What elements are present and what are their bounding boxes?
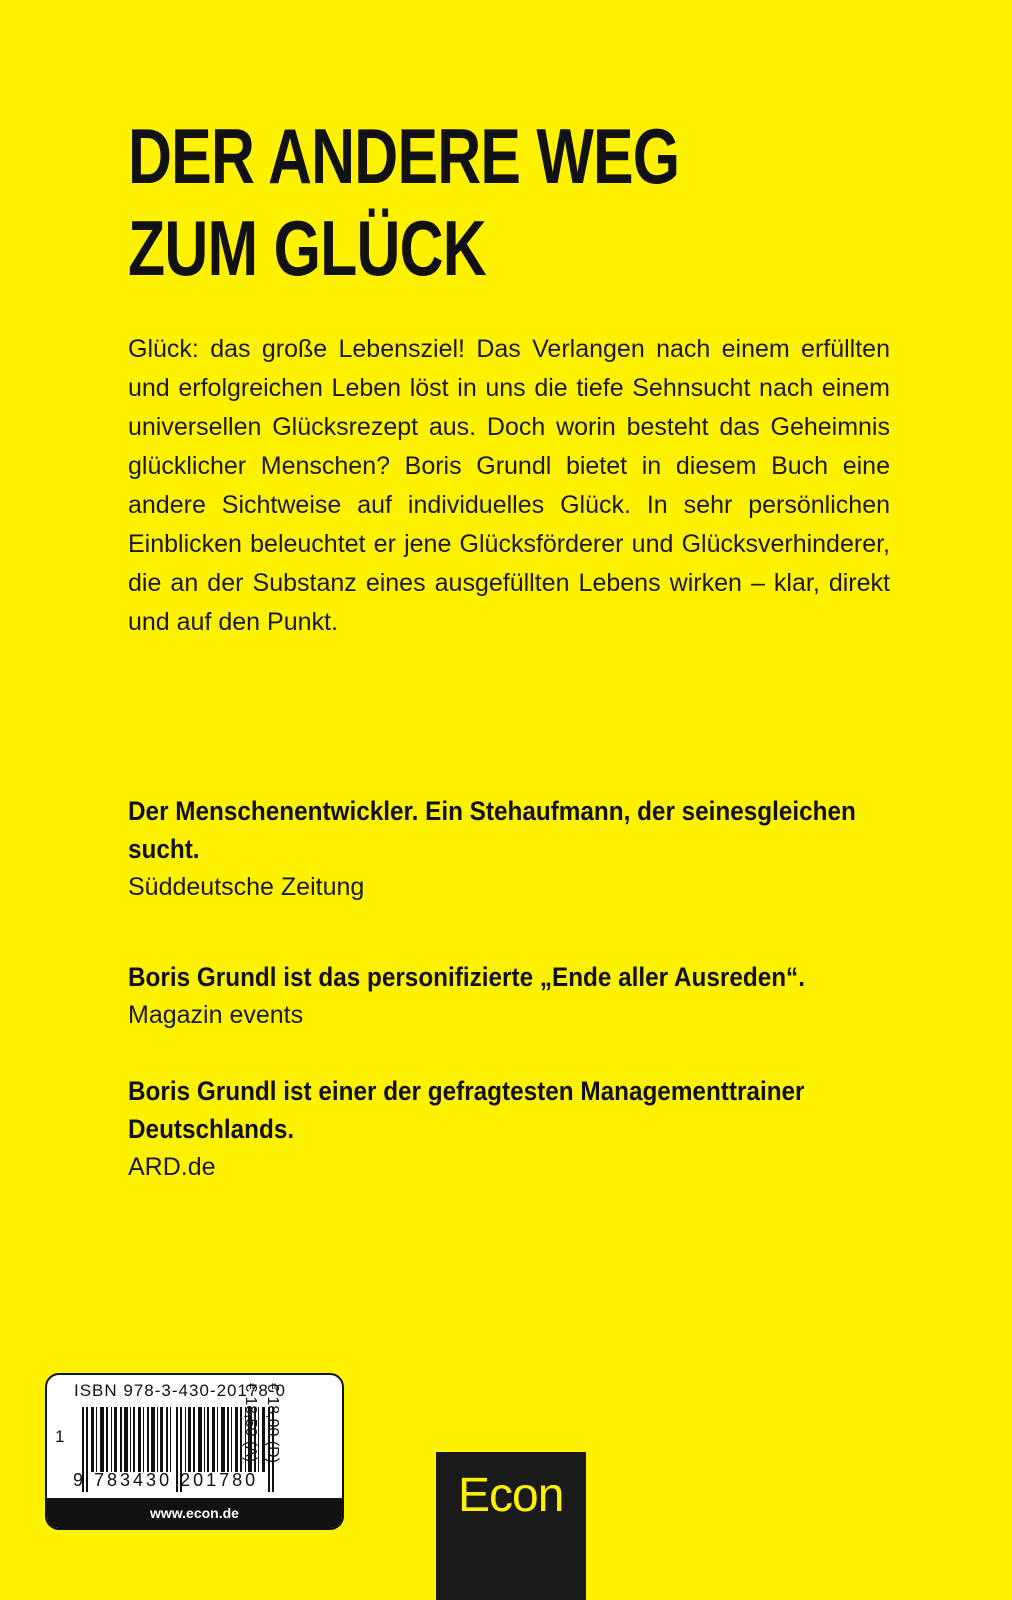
- quote-source: ARD.de: [128, 1153, 216, 1181]
- quote-text: Der Menschenentwickler. Ein Stehaufmann, der seinesgleichen sucht.: [128, 796, 856, 864]
- barcode-digits: 9 783430 201780: [73, 1470, 259, 1490]
- price-germany: € 18,00 (D): [264, 1383, 281, 1464]
- book-title: [128, 110, 721, 294]
- publisher-logo: [436, 1452, 586, 1600]
- title-line-2: ZUM GLÜCK: [128, 204, 486, 292]
- isbn-label: ISBN 978-3-430-20178-0: [74, 1381, 286, 1400]
- review-quote: [128, 958, 888, 1034]
- price-block: [242, 1383, 283, 1493]
- review-quote: [128, 792, 888, 906]
- title-line-1: DER ANDERE WEG: [128, 112, 680, 200]
- quote-text: Boris Grundl ist das personifizierte „Ende aller Ausreden“.: [128, 962, 805, 992]
- isbn-barcode-box: [45, 1373, 344, 1530]
- review-quote: [128, 1072, 888, 1186]
- publisher-logo-text: Econ: [458, 1469, 564, 1522]
- quote-source: Süddeutsche Zeitung: [128, 873, 365, 901]
- quote-source: Magazin events: [128, 1001, 304, 1029]
- price-austria: € 18,50 (A): [242, 1383, 259, 1463]
- quote-text: Boris Grundl ist einer der gefragtesten Managementtrainer Deutschlands.: [128, 1076, 805, 1144]
- barcode-prefix-digit: 1: [55, 1427, 65, 1446]
- book-description: Glück: das große Lebensziel! Das Verlangen nach einem erfüllten und erfolgreichen Leben löst in uns die tiefe Sehnsucht nach einem universellen Glücksrezept aus. Doch worin besteht das Geheimnis glücklicher Menschen? Boris Grundl bietet in diesem Buch eine andere Sichtweise auf individuelles Glück. In sehr persönlichen Einblicken beleuchtet er jene Glücksförderer und Glücksverhinderer, die an der Substanz eines ausgefüllten Lebens wirken – klar, direkt und auf den Punkt.: [128, 335, 890, 636]
- publisher-url: www.econ.de: [47, 1498, 342, 1528]
